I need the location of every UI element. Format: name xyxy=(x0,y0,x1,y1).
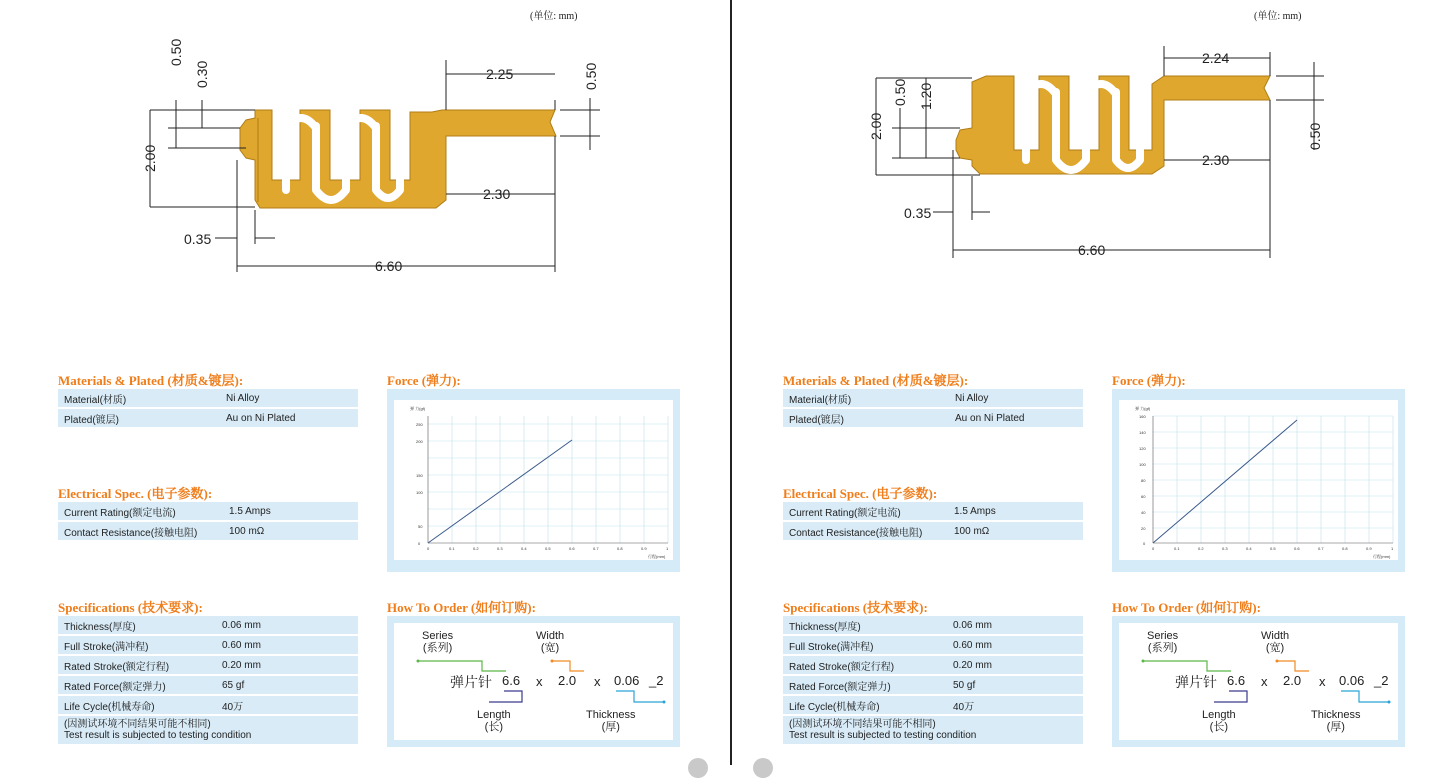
table-row xyxy=(58,656,358,676)
force-chart-panel xyxy=(1112,389,1405,572)
y-tick: 40 xyxy=(1141,510,1146,515)
electrical-title: Electrical Spec. (电子参数): xyxy=(58,486,213,501)
materials-table xyxy=(783,389,1083,429)
dim-f: 0.50 xyxy=(1307,122,1323,150)
table-row xyxy=(58,676,358,696)
x-tick: 0.8 xyxy=(1342,546,1348,551)
test-note xyxy=(58,716,358,746)
specifications-title: Specifications (技术要求): xyxy=(58,600,203,615)
spec-key: Full Stroke(满冲程) xyxy=(783,636,947,656)
spec-value: 0.06 mm xyxy=(216,616,358,636)
x-tick: 0.6 xyxy=(569,546,575,551)
order-suffix: _2 xyxy=(1374,673,1389,688)
how-to-order-panel xyxy=(1112,616,1405,747)
y-tick: 50 xyxy=(418,524,423,529)
x-tick: 0.5 xyxy=(545,546,551,551)
table-row xyxy=(783,502,1083,522)
spec-key: Full Stroke(满冲程) xyxy=(58,636,216,656)
x-tick: 0.8 xyxy=(617,546,623,551)
y-tick: 20 xyxy=(1141,526,1146,531)
order-width-value: 2.0 xyxy=(558,673,577,688)
dim-c: 2.00 xyxy=(868,112,884,140)
dim-a: 0.50 xyxy=(168,38,184,66)
x-tick: 0.9 xyxy=(1366,546,1372,551)
spec-value: 0.60 mm xyxy=(216,636,358,656)
order-x1: x xyxy=(536,674,543,689)
y-tick: 100 xyxy=(416,490,423,495)
dim-a: 0.50 xyxy=(892,78,908,106)
order-name: 弹片针 xyxy=(450,675,492,691)
x-tick: 0.7 xyxy=(1318,546,1324,551)
materials-title: Materials & Plated (材质&镀层): xyxy=(58,373,244,388)
spec-value: 65 gf xyxy=(216,676,358,696)
x-axis-label: 行程(mm) xyxy=(1373,554,1391,559)
table-row xyxy=(58,616,358,636)
spec-key: Plated(镀层) xyxy=(783,409,949,429)
table-row xyxy=(58,522,358,542)
table-row xyxy=(58,389,358,409)
width-leader xyxy=(552,661,584,671)
spec-key: Current Rating(额定电流) xyxy=(58,502,223,522)
x-tick: 0.2 xyxy=(473,546,479,551)
x-tick: 0.4 xyxy=(1246,546,1252,551)
y-tick: 150 xyxy=(416,473,423,478)
materials-table xyxy=(58,389,358,429)
width-label: Width (宽) xyxy=(536,630,565,654)
test-note-en: Test result is subjected to testing condition xyxy=(789,730,977,741)
length-leader xyxy=(489,691,522,702)
width-leader xyxy=(1277,661,1309,671)
how-to-order-title: How To Order (如何订购): xyxy=(1112,600,1261,615)
dim-c: 2.00 xyxy=(142,144,158,172)
spec-value: 50 gf xyxy=(947,676,1083,696)
table-row xyxy=(783,616,1083,636)
force-title: Force (弹力): xyxy=(1112,373,1186,388)
test-note-en: Test result is subjected to testing condition xyxy=(64,730,252,741)
x-tick: 0.6 xyxy=(1294,546,1300,551)
order-length-value: 6.6 xyxy=(1227,673,1246,688)
spec-key: Plated(镀层) xyxy=(58,409,220,429)
y-tick: 80 xyxy=(1141,478,1146,483)
table-row xyxy=(783,716,1083,746)
spec-value: Au on Ni Plated xyxy=(220,409,358,429)
order-thickness-value: 0.06 xyxy=(1339,673,1365,688)
table-row xyxy=(783,676,1083,696)
unit-label: (单位: mm) xyxy=(1254,11,1302,22)
electrical-table xyxy=(783,502,1083,542)
spec-value: 0.60 mm xyxy=(947,636,1083,656)
order-thickness-value: 0.06 xyxy=(614,673,640,688)
width-label: Width (宽) xyxy=(1261,630,1290,654)
order-suffix: _2 xyxy=(649,673,664,688)
table-row xyxy=(58,502,358,522)
spec-value: 100 mΩ xyxy=(223,522,358,542)
order-x2: x xyxy=(594,674,601,689)
x-tick: 1 xyxy=(666,546,669,551)
dim-e: 2.24 xyxy=(1202,50,1230,66)
dim-h: 6.60 xyxy=(1078,242,1106,258)
spec-key: Life Cycle(机械寿命) xyxy=(783,696,947,716)
series-leader xyxy=(1143,661,1231,671)
dim-g: 2.30 xyxy=(483,186,511,202)
dim-g: 2.30 xyxy=(1202,152,1230,168)
y-tick: 140 xyxy=(1139,430,1146,435)
materials-title: Materials & Plated (材质&镀层): xyxy=(783,373,969,388)
spec-key: Rated Stroke(额定行程) xyxy=(783,656,947,676)
x-tick: 0.2 xyxy=(1198,546,1204,551)
spec-key: Current Rating(额定电流) xyxy=(783,502,948,522)
spec-value: 100 mΩ xyxy=(948,522,1083,542)
spec-key: Contact Resistance(接触电阻) xyxy=(58,522,223,542)
test-note xyxy=(783,716,1083,746)
dim-b: 1.20 xyxy=(918,82,934,110)
x-tick: 0.1 xyxy=(449,546,455,551)
length-label: Length (长) xyxy=(1202,709,1236,733)
spring-contact-drawing xyxy=(0,0,718,300)
dim-d: 0.35 xyxy=(184,231,212,247)
dim-d: 0.35 xyxy=(904,205,932,221)
table-row xyxy=(783,389,1083,409)
how-to-order-title: How To Order (如何订购): xyxy=(387,600,536,615)
spec-key: Material(材质) xyxy=(783,389,949,409)
thickness-leader xyxy=(1341,691,1389,702)
table-row xyxy=(783,656,1083,676)
x-tick: 0.1 xyxy=(1174,546,1180,551)
spec-key: Life Cycle(机械寿命) xyxy=(58,696,216,716)
spring-contact-drawing xyxy=(724,0,1436,300)
catalog-page-left xyxy=(0,0,718,765)
order-name: 弹片针 xyxy=(1175,675,1217,691)
y-tick: 120 xyxy=(1139,446,1146,451)
table-row xyxy=(783,522,1083,542)
spec-value: 0.20 mm xyxy=(216,656,358,676)
spec-key: Rated Stroke(额定行程) xyxy=(58,656,216,676)
length-label: Length (长) xyxy=(477,709,511,733)
spec-value: Ni Alloy xyxy=(949,389,1083,409)
x-tick: 0.4 xyxy=(521,546,527,551)
thickness-label: Thickness (厚) xyxy=(1311,709,1361,733)
dim-f: 0.50 xyxy=(583,62,599,90)
spec-value: 40万 xyxy=(947,696,1083,716)
spec-value: Au on Ni Plated xyxy=(949,409,1083,429)
order-length-value: 6.6 xyxy=(502,673,521,688)
specifications-table xyxy=(783,616,1083,746)
force-chart xyxy=(1119,400,1398,560)
y-tick: 0 xyxy=(418,541,421,546)
thickness-label: Thickness (厚) xyxy=(586,709,636,733)
x-tick: 0 xyxy=(1152,546,1155,551)
catalog-page-right xyxy=(724,0,1436,765)
spec-key: Rated Force(额定弹力) xyxy=(58,676,216,696)
thickness-leader xyxy=(616,691,664,702)
y-tick: 200 xyxy=(416,439,423,444)
electrical-table xyxy=(58,502,358,542)
next-page-button[interactable] xyxy=(753,758,773,778)
table-row xyxy=(58,409,358,429)
specifications-table xyxy=(58,616,358,746)
dim-b: 0.30 xyxy=(194,60,210,88)
force-chart xyxy=(394,400,673,560)
table-row xyxy=(783,696,1083,716)
spec-value: 1.5 Amps xyxy=(223,502,358,522)
series-label: Series (系列) xyxy=(1147,630,1179,654)
x-tick: 0.3 xyxy=(1222,546,1228,551)
table-row xyxy=(58,696,358,716)
how-to-order-panel xyxy=(387,616,680,747)
spec-value: 1.5 Amps xyxy=(948,502,1083,522)
specifications-title: Specifications (技术要求): xyxy=(783,600,928,615)
y-tick: 160 xyxy=(1139,414,1146,419)
table-row xyxy=(783,636,1083,656)
length-leader xyxy=(1214,691,1247,702)
x-tick: 0.7 xyxy=(593,546,599,551)
order-x1: x xyxy=(1261,674,1268,689)
electrical-title: Electrical Spec. (电子参数): xyxy=(783,486,938,501)
y-axis-label: 弹 力(gf) xyxy=(410,406,426,411)
x-tick: 1 xyxy=(1391,546,1394,551)
y-tick: 60 xyxy=(1141,494,1146,499)
spec-key: Thickness(厚度) xyxy=(783,616,947,636)
x-axis-label: 行程(mm) xyxy=(648,554,666,559)
dim-h: 6.60 xyxy=(375,258,403,274)
spec-value: 40万 xyxy=(216,696,358,716)
force-title: Force (弹力): xyxy=(387,373,461,388)
y-tick: 250 xyxy=(416,422,423,427)
spec-key: Contact Resistance(接触电阻) xyxy=(783,522,948,542)
spec-key: Rated Force(额定弹力) xyxy=(783,676,947,696)
y-axis-label: 弹 力(gf) xyxy=(1135,406,1151,411)
unit-label: (单位: mm) xyxy=(530,11,578,22)
x-tick: 0.9 xyxy=(641,546,647,551)
table-row xyxy=(58,716,358,746)
x-tick: 0.3 xyxy=(497,546,503,551)
order-width-value: 2.0 xyxy=(1283,673,1302,688)
table-row xyxy=(58,636,358,656)
spec-value: 0.20 mm xyxy=(947,656,1083,676)
y-tick: 0 xyxy=(1143,541,1146,546)
series-leader xyxy=(418,661,506,671)
spec-value: Ni Alloy xyxy=(220,389,358,409)
test-note-cn: (因测试环境不同结果可能不相同) xyxy=(64,719,211,730)
series-label: Series (系列) xyxy=(422,630,454,654)
dim-e: 2.25 xyxy=(486,66,514,82)
table-row xyxy=(783,409,1083,429)
order-x2: x xyxy=(1319,674,1326,689)
prev-page-button[interactable] xyxy=(688,758,708,778)
y-tick: 100 xyxy=(1139,462,1146,467)
force-chart-panel xyxy=(387,389,680,572)
x-tick: 0.5 xyxy=(1270,546,1276,551)
x-tick: 0 xyxy=(427,546,430,551)
spec-key: Thickness(厚度) xyxy=(58,616,216,636)
test-note-cn: (因测试环境不同结果可能不相同) xyxy=(789,719,936,730)
spec-value: 0.06 mm xyxy=(947,616,1083,636)
spec-key: Material(材质) xyxy=(58,389,220,409)
